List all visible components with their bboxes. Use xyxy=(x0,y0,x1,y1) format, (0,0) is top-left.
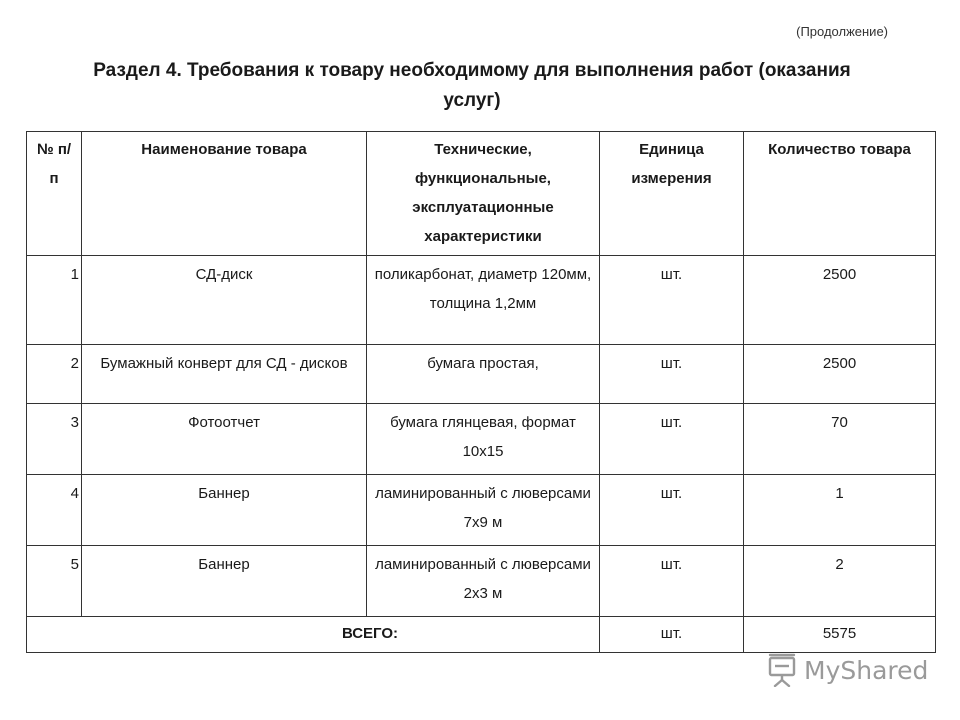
row-specs: поликарбонат, диаметр 120мм, толщина 1,2мм xyxy=(367,256,600,345)
table-row xyxy=(27,546,936,617)
column-header-name: Наименование товара xyxy=(82,132,367,256)
column-header-specs: Технические, функциональные, эксплуатационные характеристики xyxy=(367,132,600,256)
row-quantity: 70 xyxy=(744,404,936,475)
row-number: 1 xyxy=(27,256,82,345)
row-number: 2 xyxy=(27,345,82,404)
row-quantity: 2 xyxy=(744,546,936,617)
row-specs: ламинированный с люверсами 7х9 м xyxy=(367,475,600,546)
total-label: ВСЕГО: xyxy=(27,617,600,653)
row-unit: шт. xyxy=(600,345,744,404)
row-quantity: 2500 xyxy=(744,345,936,404)
row-name: Бумажный конверт для СД - дисков xyxy=(82,345,367,404)
table-row xyxy=(27,345,936,404)
row-specs: ламинированный с люверсами 2х3 м xyxy=(367,546,600,617)
row-number: 5 xyxy=(27,546,82,617)
column-header-unit: Единица измерения xyxy=(600,132,744,256)
row-name: СД-диск xyxy=(82,256,367,345)
total-row xyxy=(27,617,936,653)
table-row xyxy=(27,404,936,475)
goods-requirements-table xyxy=(26,131,936,653)
presentation-board-icon xyxy=(766,653,798,687)
row-name: Баннер xyxy=(82,546,367,617)
total-unit: шт. xyxy=(600,617,744,653)
table-header-row xyxy=(27,132,936,256)
total-quantity: 5575 xyxy=(744,617,936,653)
row-unit: шт. xyxy=(600,475,744,546)
row-name: Баннер xyxy=(82,475,367,546)
row-number: 4 xyxy=(27,475,82,546)
table-row xyxy=(27,475,936,546)
row-specs: бумага простая, xyxy=(367,345,600,404)
row-unit: шт. xyxy=(600,546,744,617)
section-title: Раздел 4. Требования к товару необходимому для выполнения работ (оказания услуг) xyxy=(93,60,851,111)
row-name: Фотоотчет xyxy=(82,404,367,475)
row-number: 3 xyxy=(27,404,82,475)
myshared-watermark xyxy=(766,653,928,687)
row-unit: шт. xyxy=(600,404,744,475)
column-header-quantity: Количество товара xyxy=(744,132,936,256)
continuation-note: (Продолжение) xyxy=(796,24,888,39)
table-row xyxy=(27,256,936,345)
row-quantity: 2500 xyxy=(744,256,936,345)
row-specs: бумага глянцевая, формат 10х15 xyxy=(367,404,600,475)
row-unit: шт. xyxy=(600,256,744,345)
row-quantity: 1 xyxy=(744,475,936,546)
watermark-text: MyShared xyxy=(804,655,929,685)
column-header-number: № п/п xyxy=(27,132,82,256)
